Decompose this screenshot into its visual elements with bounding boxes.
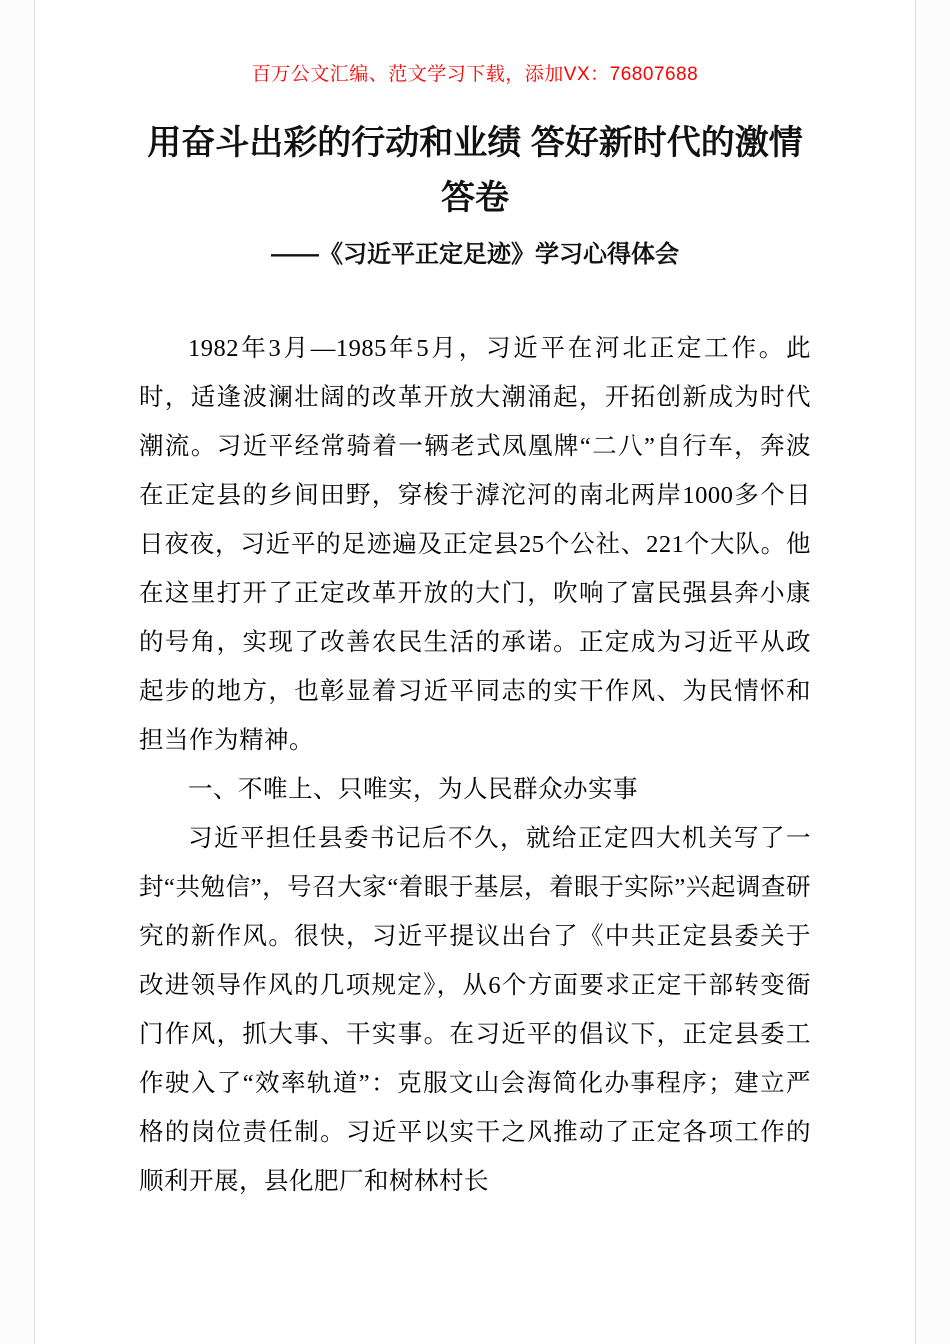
document-page [34, 0, 916, 1344]
section-heading: 一、不唯上、只唯实，为人民群众办实事 [188, 776, 638, 803]
header-notice: 百万公文汇编、范文学习下载，添加VX：76807688 [251, 64, 699, 85]
document-body [139, 324, 811, 1206]
paragraph-section-one: 习近平担任县委书记后不久，就给正定四大机关写了一封“共勉信”，号召大家“着眼于基层，着眼于实际”兴起调查研究的新作风。很快，习近平提议出台了《中共正定县委关于改进领导作风的几项规定》，从6个方面要求正定干部转变衙门作风，抓大事、干实事。在习近平的倡议下，正定县委工作驶入了“效率轨道”：克服文山会海简化办事程序；建立严格的岗位责任制。习近平以实干之风推动了正定各项工作的顺利开展，县化肥厂和树林村长 [139, 825, 811, 1195]
document-title: 用奋斗出彩的行动和业绩 答好新时代的激情答卷 [147, 124, 803, 217]
document-subtitle: ——《习近平正定足迹》学习心得体会 [271, 241, 679, 268]
paragraph-intro: 1982年3月—1985年5月，习近平在河北正定工作。此时，适逢波澜壮阔的改革开放大潮涌起，开拓创新成为时代潮流。习近平经常骑着一辆老式凤凰牌“二八”自行车，奔波在正定县的乡间田野，穿梭于滹沱河的南北两岸1000多个日日夜夜，习近平的足迹遍及正定县25个公社、221个大队。他在这里打开了正定改革开放的大门，吹响了富民强县奔小康的号角，实现了改善农民生活的承诺。正定成为习近平从政起步的地方，也彰显着习近平同志的实干作风、为民情怀和担当作为精神。 [139, 335, 811, 754]
